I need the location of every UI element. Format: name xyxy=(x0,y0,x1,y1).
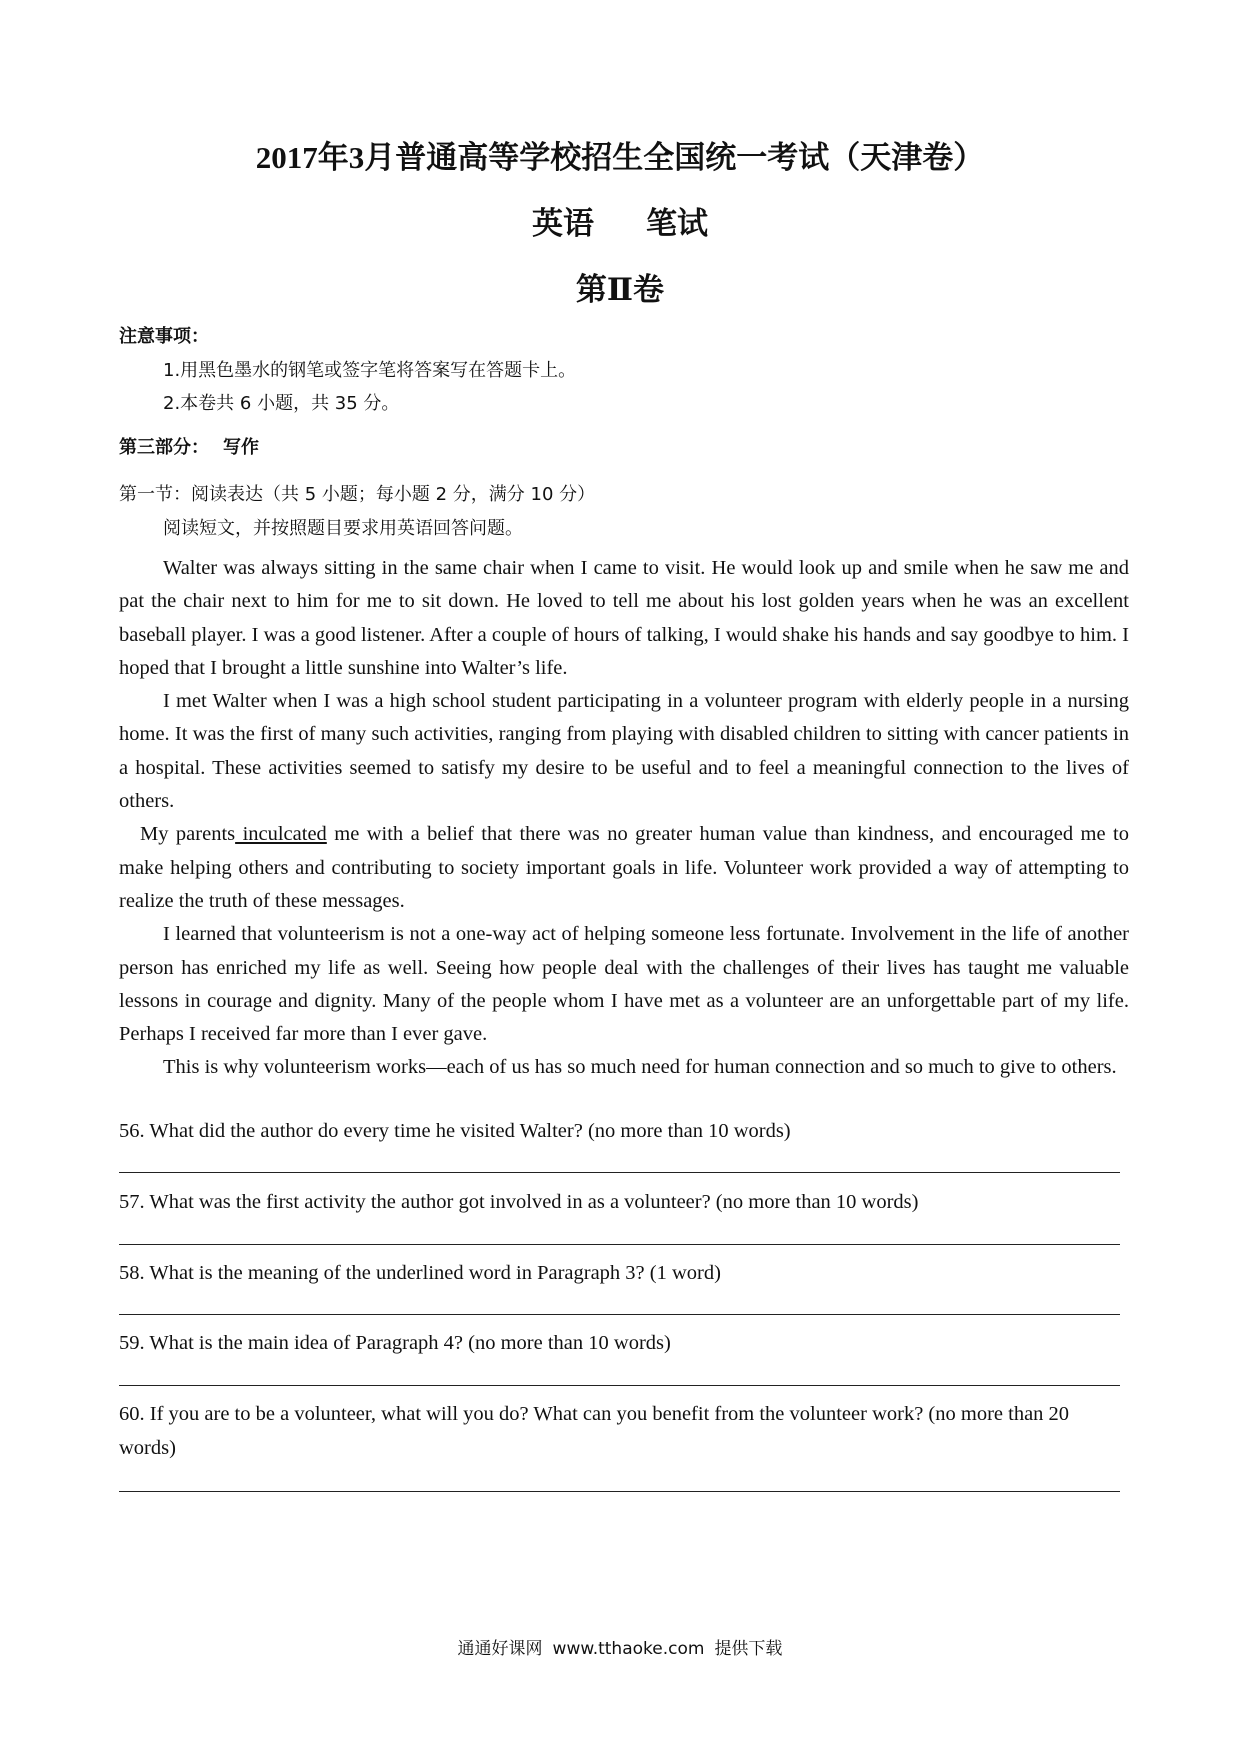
reading-passage xyxy=(119,552,1129,1085)
answer-line-57[interactable] xyxy=(119,1244,1120,1245)
exam-title: 2017年3月普通高等学校招生全国统一考试（天津卷） xyxy=(255,140,985,175)
answer-line-56[interactable] xyxy=(119,1172,1120,1173)
question-60: 60. If you are to be a volunteer, what will you do? What can you benefit from the volunteer work? (no more than 20 words) xyxy=(119,1403,1070,1459)
notes-heading: 注意事项： xyxy=(119,326,209,347)
note-item: 2.本卷共 6 小题，共 35 分。 xyxy=(163,393,400,414)
note-item: 1.用黑色墨水的钢笔或签字笔将答案写在答题卡上。 xyxy=(163,360,577,381)
passage-paragraph-5: This is why volunteerism works—each of us has so much need for human connection and so much to give to others. xyxy=(163,1056,1117,1079)
subject-label: 英语 xyxy=(532,206,594,241)
volume-label: 第Ⅱ卷 xyxy=(575,272,665,307)
answer-line-60[interactable] xyxy=(119,1491,1120,1492)
passage-paragraph-2: I met Walter when I was a high school student participating in a volunteer program with elderly people in a nursing home. It was the first of many such activities, ranging from playing with disabled children to sitting with cancer patients in a hospital. These activities seemed to satisfy my desire to be useful and to feel a meaningful connection to the lives of others. xyxy=(119,690,1129,813)
question-58: 58. What is the meaning of the underlined word in Paragraph 3? (1 word) xyxy=(119,1262,721,1284)
page-footer xyxy=(0,1634,1240,1659)
paragraph-3-rest: me with a belief that there was no greater human value than kindness, and encouraged me to make helping others and contributing to society important goals in life. Volunteer work provided a way of attempting to realize the truth of these messages. xyxy=(119,823,1129,912)
answer-line-58[interactable] xyxy=(119,1314,1120,1315)
passage-paragraph-1: Walter was always sitting in the same chair when I came to visit. He would look up and smile when he saw me and pat the chair next to him for me to sit down. He loved to tell me about his lost golden years when he was an excellent baseball player. I was a good listener. After a couple of hours of talking, I would shake his hands and say goodbye to him. I hoped that I brought a little sunshine into Walter’s life. xyxy=(119,557,1129,679)
exam-subtitle xyxy=(0,198,1240,243)
question-57: 57. What was the first activity the author got involved in as a volunteer? (no more than 10 words) xyxy=(119,1191,919,1213)
underlined-word: inculcated xyxy=(235,823,327,846)
passage-paragraph-4: I learned that volunteerism is not a one-way act of helping someone less fortunate. Involvement in the life of another person has enriched my life as well. Seeing how people deal with the challenges of their lives has taught me valuable lessons in courage and dignity. Many of the people whom I have met as a volunteer are an unforgettable part of my life. Perhaps I received far more than I ever gave. xyxy=(119,923,1129,1046)
section-title: 第一节：阅读表达（共 5 小题；每小题 2 分，满分 10 分） xyxy=(119,484,596,505)
footer-site-name: 通通好课网 xyxy=(457,1639,543,1659)
section-instruction: 阅读短文，并按照题目要求用英语回答问题。 xyxy=(163,518,523,539)
part-name: 写作 xyxy=(223,437,259,458)
part-label: 第三部分： xyxy=(119,437,209,458)
answer-line-59[interactable] xyxy=(119,1385,1120,1386)
paragraph-3-start: My parents xyxy=(140,823,236,846)
exam-mode-label: 笔试 xyxy=(646,206,708,241)
footer-url[interactable]: www.tthaoke.com xyxy=(552,1639,705,1659)
question-59: 59. What is the main idea of Paragraph 4? (no more than 10 words) xyxy=(119,1332,671,1354)
passage-paragraph-3 xyxy=(119,818,1129,918)
footer-suffix: 提供下载 xyxy=(714,1639,783,1659)
question-56: 56. What did the author do every time he visited Walter? (no more than 10 words) xyxy=(119,1120,791,1142)
part-heading xyxy=(119,431,1129,465)
